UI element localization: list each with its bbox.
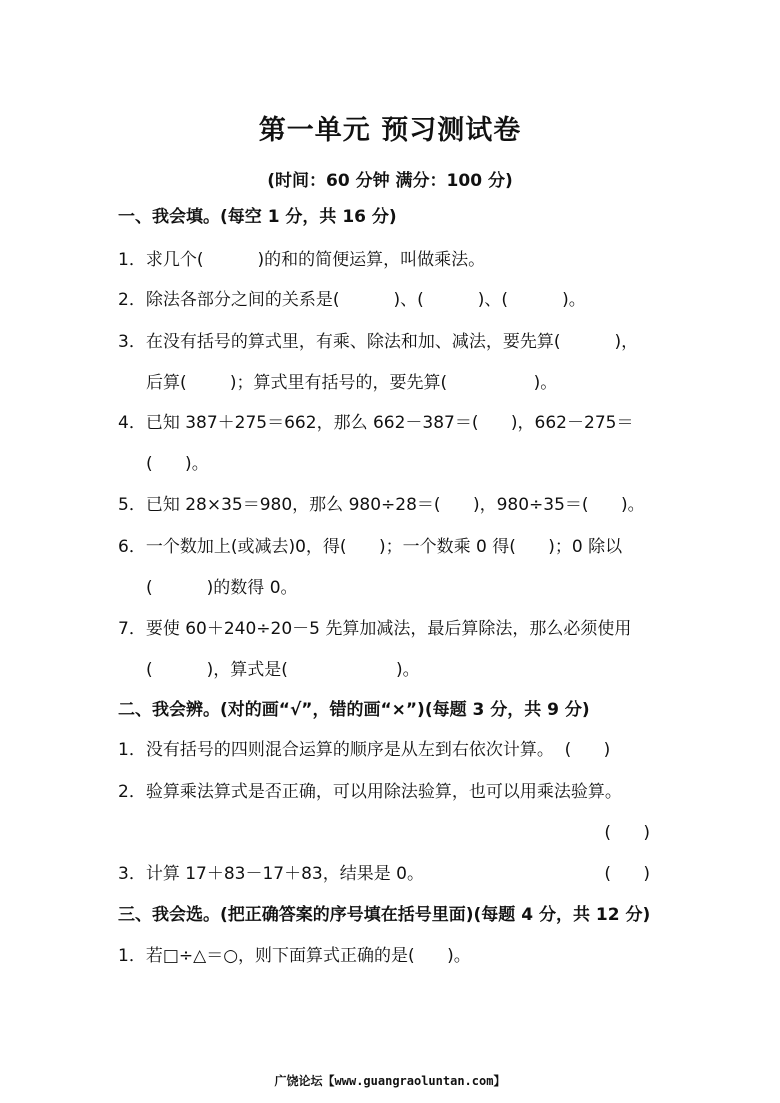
- s2-question-3: 3．计算 17＋83－17＋83，结果是 0。: [118, 864, 424, 884]
- s1-question-2: 2．除法各部分之间的关系是( )、( )、( )。: [118, 290, 586, 310]
- s1-question-5: 5．已知 28×35＝980，那么 980÷28＝( )，980÷35＝( )。: [118, 495, 645, 515]
- s2-question-2-answer-paren: ( ): [604, 823, 650, 843]
- s2-question-2: 2．验算乘法算式是否正确，可以用除法验算，也可以用乘法验算。: [118, 782, 622, 802]
- s1-question-7b: ( )，算式是( )。: [146, 660, 420, 680]
- s1-question-4a: 4．已知 387＋275＝662，那么 662－387＝( )，662－275＝: [118, 413, 634, 433]
- section-3-heading: 三、我会选。(把正确答案的序号填在括号里面)(每题 4 分，共 12 分): [118, 905, 651, 925]
- s2-question-3-answer-paren: ( ): [604, 864, 650, 884]
- s1-question-1: 1．求几个( )的和的简便运算，叫做乘法。: [118, 250, 486, 270]
- s3-question-1: 1．若□÷△＝○，则下面算式正确的是( )。: [118, 946, 471, 966]
- section-2-heading: 二、我会辨。(对的画“√”，错的画“×”)(每题 3 分，共 9 分): [118, 700, 590, 720]
- section-1-heading: 一、我会填。(每空 1 分，共 16 分): [118, 207, 397, 227]
- footer-watermark: 广饶论坛【www.guangraoluntan.com】: [274, 1074, 506, 1088]
- s1-question-6a: 6．一个数加上(或减去)0，得( )；一个数乘 0 得( )；0 除以: [118, 537, 623, 557]
- s1-question-7a: 7．要使 60＋240÷20－5 先算加减法，最后算除法，那么必须使用: [118, 619, 632, 639]
- s2-question-1: 1．没有括号的四则混合运算的顺序是从左到右依次计算。 ( ): [118, 740, 611, 760]
- s1-question-4b: ( )。: [146, 454, 209, 474]
- page-title: 第一单元 预习测试卷: [258, 115, 522, 146]
- s1-question-3b: 后算( )；算式里有括号的，要先算( )。: [146, 373, 558, 393]
- exam-info: (时间：60 分钟 满分：100 分): [267, 171, 513, 191]
- s1-question-3a: 3．在没有括号的算式里，有乘、除法和加、减法，要先算( )，: [118, 332, 639, 352]
- s1-question-6b: ( )的数得 0。: [146, 578, 298, 598]
